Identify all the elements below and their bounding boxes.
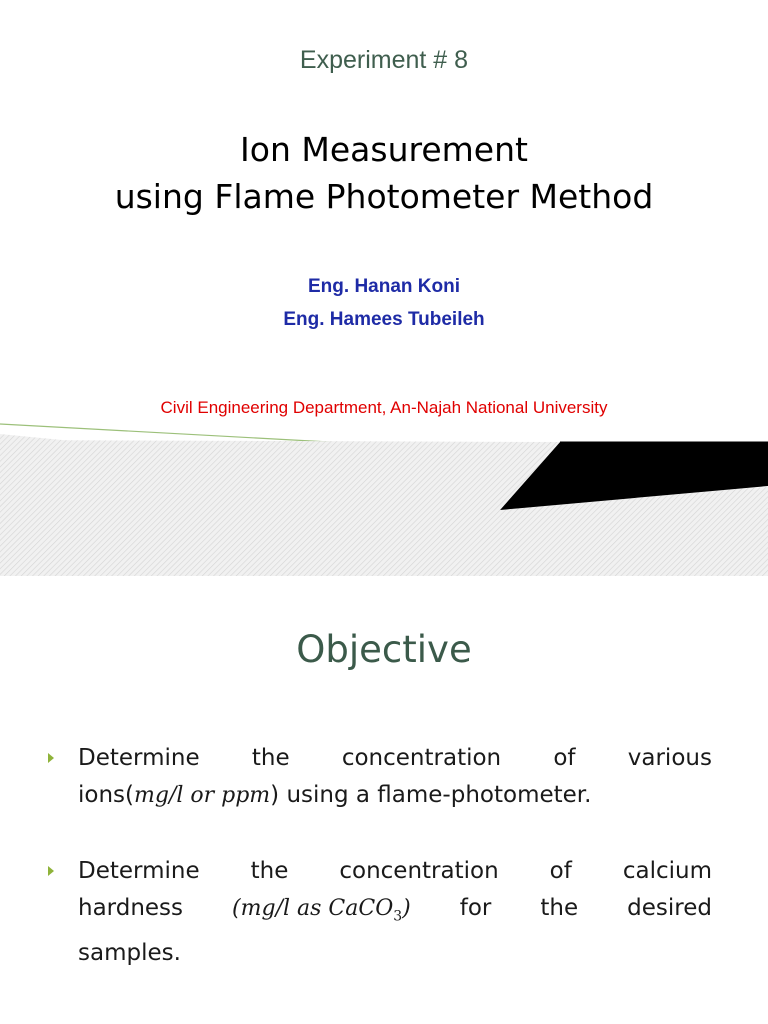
word: concentration bbox=[339, 858, 499, 884]
word: Determine bbox=[78, 745, 200, 771]
objective-slide bbox=[0, 576, 768, 1024]
bullet-item bbox=[48, 740, 712, 814]
title-line-2: using Flame Photometer Method bbox=[114, 177, 654, 216]
bullet-line bbox=[48, 777, 712, 814]
word: the bbox=[250, 858, 289, 884]
bullet-arrow-icon bbox=[48, 866, 54, 876]
math-expression bbox=[232, 890, 411, 935]
affiliation: Civil Engineering Department, An-Najah National University bbox=[160, 398, 608, 417]
bullet-line bbox=[48, 935, 712, 972]
math-subscript: 3 bbox=[393, 908, 403, 925]
bullet-arrow-icon bbox=[48, 753, 54, 763]
slide-heading: Objective bbox=[296, 628, 472, 671]
word: desired bbox=[627, 895, 712, 921]
math-expression: mg/l or ppm bbox=[134, 783, 271, 808]
word: Determine bbox=[78, 858, 200, 884]
bullet-item bbox=[48, 853, 712, 972]
math-text: ) bbox=[402, 896, 411, 921]
word: of bbox=[553, 745, 576, 771]
author-name: Eng. Hanan Koni bbox=[308, 276, 460, 297]
word: the bbox=[251, 745, 290, 771]
math-text: (mg/l as CaCO bbox=[232, 896, 394, 921]
word: various bbox=[627, 745, 712, 771]
author-name: Eng. Hamees Tubeileh bbox=[283, 309, 485, 330]
text-fragment: ions( bbox=[78, 782, 134, 808]
title-line-1: Ion Measurement bbox=[240, 130, 528, 169]
word: for bbox=[459, 895, 492, 921]
word: the bbox=[540, 895, 579, 921]
bullet-line bbox=[48, 740, 712, 777]
word: concentration bbox=[341, 745, 502, 771]
word: samples. bbox=[78, 940, 181, 967]
word: calcium bbox=[622, 858, 712, 884]
slide-title bbox=[0, 126, 768, 220]
word: of bbox=[549, 858, 572, 884]
bullet-line bbox=[48, 890, 712, 935]
decorative-banner bbox=[0, 410, 768, 576]
experiment-label: Experiment # 8 bbox=[299, 46, 469, 74]
word: hardness bbox=[78, 895, 184, 921]
bullet-line bbox=[48, 853, 712, 890]
text-fragment: ) using a flame-photometer. bbox=[270, 782, 592, 808]
